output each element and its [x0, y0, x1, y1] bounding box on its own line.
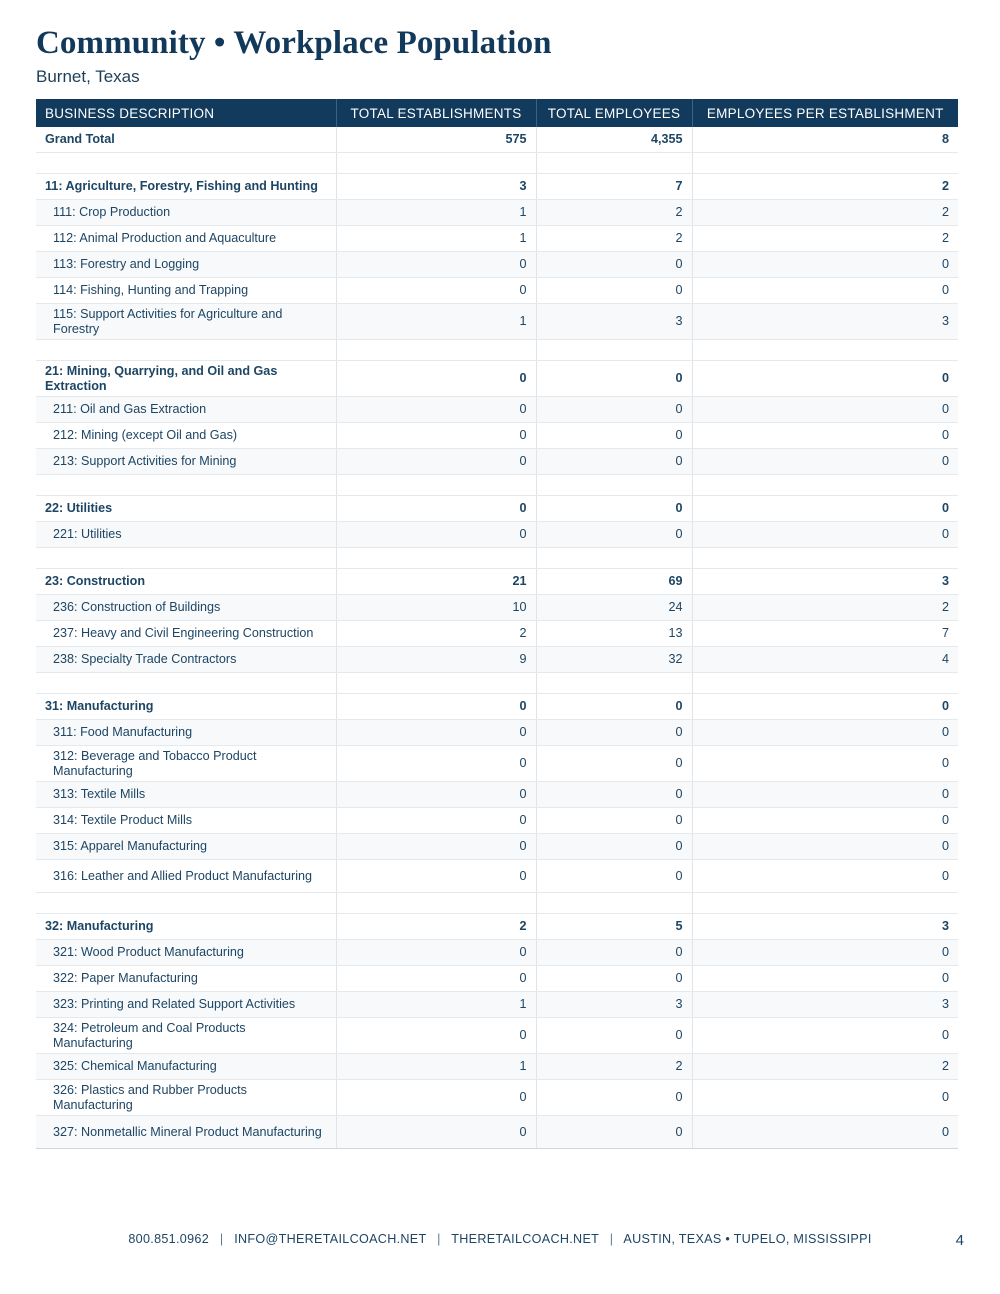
- table-spacer-cell: [336, 475, 536, 496]
- table-row: [36, 992, 958, 1018]
- table-row: [36, 782, 958, 808]
- table-cell-total-employees: 0: [536, 449, 692, 475]
- table-cell-total-employees: 0: [536, 834, 692, 860]
- table-cell-total-employees: 0: [536, 746, 692, 782]
- table-cell-total-establishments: 0: [336, 720, 536, 746]
- column-header-total-employees: TOTAL EMPLOYEES: [536, 99, 692, 127]
- table-cell-employees-per-establishment: 2: [692, 226, 958, 252]
- table-cell-employees-per-establishment: 0: [692, 423, 958, 449]
- table-cell-total-employees: 2: [536, 226, 692, 252]
- table-cell-description: 315: Apparel Manufacturing: [36, 834, 336, 860]
- table-row: [36, 1018, 958, 1054]
- table-cell-description: 325: Chemical Manufacturing: [36, 1054, 336, 1080]
- table-cell-description: 236: Construction of Buildings: [36, 595, 336, 621]
- page-header: [36, 24, 956, 88]
- table-cell-description: 23: Construction: [36, 569, 336, 595]
- table-cell-total-employees: 7: [536, 174, 692, 200]
- table-cell-description: 321: Wood Product Manufacturing: [36, 940, 336, 966]
- table-cell-employees-per-establishment: 0: [692, 808, 958, 834]
- table-cell-employees-per-establishment: 2: [692, 200, 958, 226]
- page-footer: [0, 1232, 1000, 1252]
- table-spacer-row: [36, 153, 958, 174]
- table-spacer-cell: [36, 548, 336, 569]
- table-cell-employees-per-establishment: 3: [692, 992, 958, 1018]
- table-cell-description: 221: Utilities: [36, 522, 336, 548]
- table-cell-employees-per-establishment: 4: [692, 647, 958, 673]
- table-cell-total-employees: 0: [536, 397, 692, 423]
- table-row: [36, 423, 958, 449]
- table-spacer-cell: [36, 673, 336, 694]
- table-row: [36, 200, 958, 226]
- table-cell-total-establishments: 1: [336, 226, 536, 252]
- workplace-population-table: [36, 99, 958, 1149]
- table-row: [36, 940, 958, 966]
- table-spacer-cell: [36, 153, 336, 174]
- table-cell-total-employees: 0: [536, 782, 692, 808]
- table-spacer-cell: [336, 153, 536, 174]
- table-spacer-cell: [336, 893, 536, 914]
- table-cell-total-establishments: 1: [336, 304, 536, 340]
- table-cell-description: 313: Textile Mills: [36, 782, 336, 808]
- footer-email: INFO@THERETAILCOACH.NET: [234, 1232, 427, 1246]
- footer-contact-line: [0, 1232, 1000, 1246]
- table-cell-total-establishments: 21: [336, 569, 536, 595]
- table-cell-total-establishments: 0: [336, 746, 536, 782]
- column-header-employees-per-establishment: EMPLOYEES PER ESTABLISHMENT: [692, 99, 958, 127]
- table-spacer-cell: [36, 340, 336, 361]
- table-cell-employees-per-establishment: 3: [692, 304, 958, 340]
- column-header-total-establishments: TOTAL ESTABLISHMENTS: [336, 99, 536, 127]
- table-row-section: [36, 496, 958, 522]
- table-cell-total-establishments: 0: [336, 496, 536, 522]
- table-cell-total-establishments: 0: [336, 1080, 536, 1116]
- table-row: [36, 834, 958, 860]
- table-cell-total-establishments: 0: [336, 361, 536, 397]
- table-spacer-row: [36, 475, 958, 496]
- table-cell-employees-per-establishment: 8: [692, 127, 958, 153]
- table-cell-total-employees: 0: [536, 1080, 692, 1116]
- table-row: [36, 808, 958, 834]
- table-cell-total-employees: 0: [536, 694, 692, 720]
- table-cell-total-establishments: 575: [336, 127, 536, 153]
- table-cell-employees-per-establishment: 7: [692, 621, 958, 647]
- page-title: Community • Workplace Population: [36, 25, 552, 61]
- table-cell-total-establishments: 0: [336, 860, 536, 893]
- table-cell-employees-per-establishment: 0: [692, 720, 958, 746]
- footer-phone: 800.851.0962: [128, 1232, 209, 1246]
- table-cell-description: 114: Fishing, Hunting and Trapping: [36, 278, 336, 304]
- table-cell-total-establishments: 0: [336, 252, 536, 278]
- table-spacer-cell: [336, 340, 536, 361]
- workplace-population-table-container: [36, 99, 958, 1149]
- table-cell-description: 111: Crop Production: [36, 200, 336, 226]
- table-cell-total-employees: 0: [536, 278, 692, 304]
- table-cell-total-establishments: 1: [336, 200, 536, 226]
- table-spacer-cell: [336, 673, 536, 694]
- table-cell-description: 21: Mining, Quarrying, and Oil and Gas Extraction: [36, 361, 336, 397]
- table-cell-total-establishments: 0: [336, 808, 536, 834]
- table-cell-total-employees: 24: [536, 595, 692, 621]
- table-row: [36, 966, 958, 992]
- table-row: [36, 860, 958, 893]
- table-cell-employees-per-establishment: 0: [692, 834, 958, 860]
- table-cell-employees-per-establishment: 0: [692, 860, 958, 893]
- table-cell-description: 211: Oil and Gas Extraction: [36, 397, 336, 423]
- table-cell-employees-per-establishment: 0: [692, 966, 958, 992]
- table-cell-description: 212: Mining (except Oil and Gas): [36, 423, 336, 449]
- table-row: [36, 746, 958, 782]
- table-cell-description: Grand Total: [36, 127, 336, 153]
- table-header-row: [36, 99, 958, 127]
- table-cell-total-employees: 0: [536, 496, 692, 522]
- table-cell-total-establishments: 0: [336, 1116, 536, 1149]
- table-cell-total-establishments: 0: [336, 278, 536, 304]
- table-cell-employees-per-establishment: 0: [692, 522, 958, 548]
- table-cell-total-establishments: 2: [336, 621, 536, 647]
- table-cell-description: 115: Support Activities for Agriculture and Forestry: [36, 304, 336, 340]
- table-cell-employees-per-establishment: 0: [692, 496, 958, 522]
- table-row-section: [36, 694, 958, 720]
- footer-separator-3: |: [609, 1232, 614, 1246]
- table-spacer-cell: [536, 153, 692, 174]
- table-cell-total-employees: 0: [536, 361, 692, 397]
- table-row-section: [36, 914, 958, 940]
- table-row: [36, 1054, 958, 1080]
- table-cell-total-employees: 0: [536, 423, 692, 449]
- table-cell-total-employees: 2: [536, 200, 692, 226]
- table-cell-total-employees: 4,355: [536, 127, 692, 153]
- table-cell-total-employees: 0: [536, 860, 692, 893]
- table-cell-description: 32: Manufacturing: [36, 914, 336, 940]
- table-row: [36, 595, 958, 621]
- table-cell-total-employees: 0: [536, 1116, 692, 1149]
- table-row: [36, 1080, 958, 1116]
- table-spacer-cell: [692, 340, 958, 361]
- table-cell-description: 31: Manufacturing: [36, 694, 336, 720]
- table-spacer-cell: [336, 548, 536, 569]
- table-cell-employees-per-establishment: 0: [692, 1116, 958, 1149]
- table-cell-employees-per-establishment: 0: [692, 278, 958, 304]
- table-spacer-row: [36, 673, 958, 694]
- table-cell-employees-per-establishment: 2: [692, 595, 958, 621]
- table-cell-total-employees: 0: [536, 808, 692, 834]
- table-row: [36, 252, 958, 278]
- table-cell-description: 314: Textile Product Mills: [36, 808, 336, 834]
- table-spacer-row: [36, 548, 958, 569]
- table-cell-description: 316: Leather and Allied Product Manufacturing: [36, 860, 336, 893]
- table-cell-total-establishments: 10: [336, 595, 536, 621]
- table-cell-total-employees: 0: [536, 940, 692, 966]
- table-cell-total-establishments: 1: [336, 1054, 536, 1080]
- table-row-section: [36, 174, 958, 200]
- table-cell-description: 22: Utilities: [36, 496, 336, 522]
- table-spacer-cell: [36, 475, 336, 496]
- table-cell-description: 11: Agriculture, Forestry, Fishing and Hunting: [36, 174, 336, 200]
- table-row: [36, 720, 958, 746]
- table-row: [36, 226, 958, 252]
- table-spacer-cell: [536, 893, 692, 914]
- table-spacer-cell: [536, 548, 692, 569]
- table-cell-employees-per-establishment: 0: [692, 940, 958, 966]
- table-cell-total-employees: 2: [536, 1054, 692, 1080]
- table-spacer-cell: [692, 548, 958, 569]
- table-cell-total-establishments: 0: [336, 694, 536, 720]
- table-cell-total-employees: 0: [536, 522, 692, 548]
- table-spacer-row: [36, 893, 958, 914]
- table-cell-total-establishments: 0: [336, 782, 536, 808]
- table-spacer-cell: [692, 153, 958, 174]
- table-cell-total-establishments: 0: [336, 423, 536, 449]
- table-spacer-row: [36, 340, 958, 361]
- column-header-business-description: BUSINESS DESCRIPTION: [36, 99, 336, 127]
- table-cell-total-employees: 3: [536, 992, 692, 1018]
- table-cell-employees-per-establishment: 0: [692, 1080, 958, 1116]
- table-cell-total-employees: 0: [536, 966, 692, 992]
- footer-separator-2: |: [437, 1232, 441, 1246]
- table-row: [36, 522, 958, 548]
- table-cell-employees-per-establishment: 0: [692, 746, 958, 782]
- table-cell-description: 327: Nonmetallic Mineral Product Manufacturing: [36, 1116, 336, 1149]
- table-cell-employees-per-establishment: 0: [692, 397, 958, 423]
- table-cell-employees-per-establishment: 3: [692, 569, 958, 595]
- footer-website: THERETAILCOACH.NET: [451, 1232, 599, 1246]
- page-subtitle: Burnet, Texas: [36, 67, 140, 86]
- table-row-section: [36, 569, 958, 595]
- table-row: [36, 449, 958, 475]
- table-cell-employees-per-establishment: 0: [692, 449, 958, 475]
- table-cell-total-establishments: 0: [336, 940, 536, 966]
- table-spacer-cell: [36, 893, 336, 914]
- table-body: [36, 127, 958, 1149]
- table-spacer-cell: [536, 340, 692, 361]
- table-spacer-cell: [536, 475, 692, 496]
- table-row: [36, 278, 958, 304]
- table-cell-description: 323: Printing and Related Support Activities: [36, 992, 336, 1018]
- table-cell-description: 311: Food Manufacturing: [36, 720, 336, 746]
- table-cell-total-employees: 5: [536, 914, 692, 940]
- table-cell-employees-per-establishment: 2: [692, 174, 958, 200]
- table-row: [36, 647, 958, 673]
- table-cell-total-establishments: 0: [336, 522, 536, 548]
- table-cell-total-establishments: 2: [336, 914, 536, 940]
- table-cell-employees-per-establishment: 2: [692, 1054, 958, 1080]
- table-cell-total-employees: 0: [536, 252, 692, 278]
- table-cell-description: 237: Heavy and Civil Engineering Construction: [36, 621, 336, 647]
- table-cell-description: 324: Petroleum and Coal Products Manufacturing: [36, 1018, 336, 1054]
- table-spacer-cell: [692, 673, 958, 694]
- table-row: [36, 304, 958, 340]
- table-cell-description: 213: Support Activities for Mining: [36, 449, 336, 475]
- table-spacer-cell: [692, 893, 958, 914]
- table-header: [36, 99, 958, 127]
- table-cell-total-establishments: 9: [336, 647, 536, 673]
- table-cell-employees-per-establishment: 0: [692, 252, 958, 278]
- table-row: [36, 397, 958, 423]
- table-cell-total-establishments: 0: [336, 834, 536, 860]
- table-cell-employees-per-establishment: 0: [692, 361, 958, 397]
- table-cell-description: 113: Forestry and Logging: [36, 252, 336, 278]
- table-cell-total-establishments: 3: [336, 174, 536, 200]
- table-cell-total-employees: 3: [536, 304, 692, 340]
- table-cell-total-employees: 0: [536, 1018, 692, 1054]
- table-row: [36, 621, 958, 647]
- footer-locations: AUSTIN, TEXAS • TUPELO, MISSISSIPPI: [623, 1232, 872, 1246]
- table-cell-description: 326: Plastics and Rubber Products Manufacturing: [36, 1080, 336, 1116]
- page-number: 4: [955, 1232, 964, 1249]
- table-cell-total-establishments: 1: [336, 992, 536, 1018]
- table-cell-description: 312: Beverage and Tobacco Product Manufacturing: [36, 746, 336, 782]
- table-spacer-cell: [536, 673, 692, 694]
- table-row: [36, 1116, 958, 1149]
- table-cell-description: 322: Paper Manufacturing: [36, 966, 336, 992]
- footer-separator-1: |: [219, 1232, 224, 1246]
- table-row-section: [36, 361, 958, 397]
- table-cell-total-employees: 0: [536, 720, 692, 746]
- table-spacer-cell: [692, 475, 958, 496]
- table-cell-employees-per-establishment: 0: [692, 1018, 958, 1054]
- table-cell-employees-per-establishment: 0: [692, 694, 958, 720]
- table-cell-employees-per-establishment: 3: [692, 914, 958, 940]
- table-cell-total-employees: 13: [536, 621, 692, 647]
- table-cell-total-employees: 69: [536, 569, 692, 595]
- table-cell-total-establishments: 0: [336, 1018, 536, 1054]
- table-cell-description: 112: Animal Production and Aquaculture: [36, 226, 336, 252]
- table-cell-description: 238: Specialty Trade Contractors: [36, 647, 336, 673]
- table-cell-total-establishments: 0: [336, 966, 536, 992]
- table-cell-employees-per-establishment: 0: [692, 782, 958, 808]
- table-cell-total-establishments: 0: [336, 397, 536, 423]
- table-cell-total-employees: 32: [536, 647, 692, 673]
- table-cell-total-establishments: 0: [336, 449, 536, 475]
- table-row-grand-total: [36, 127, 958, 153]
